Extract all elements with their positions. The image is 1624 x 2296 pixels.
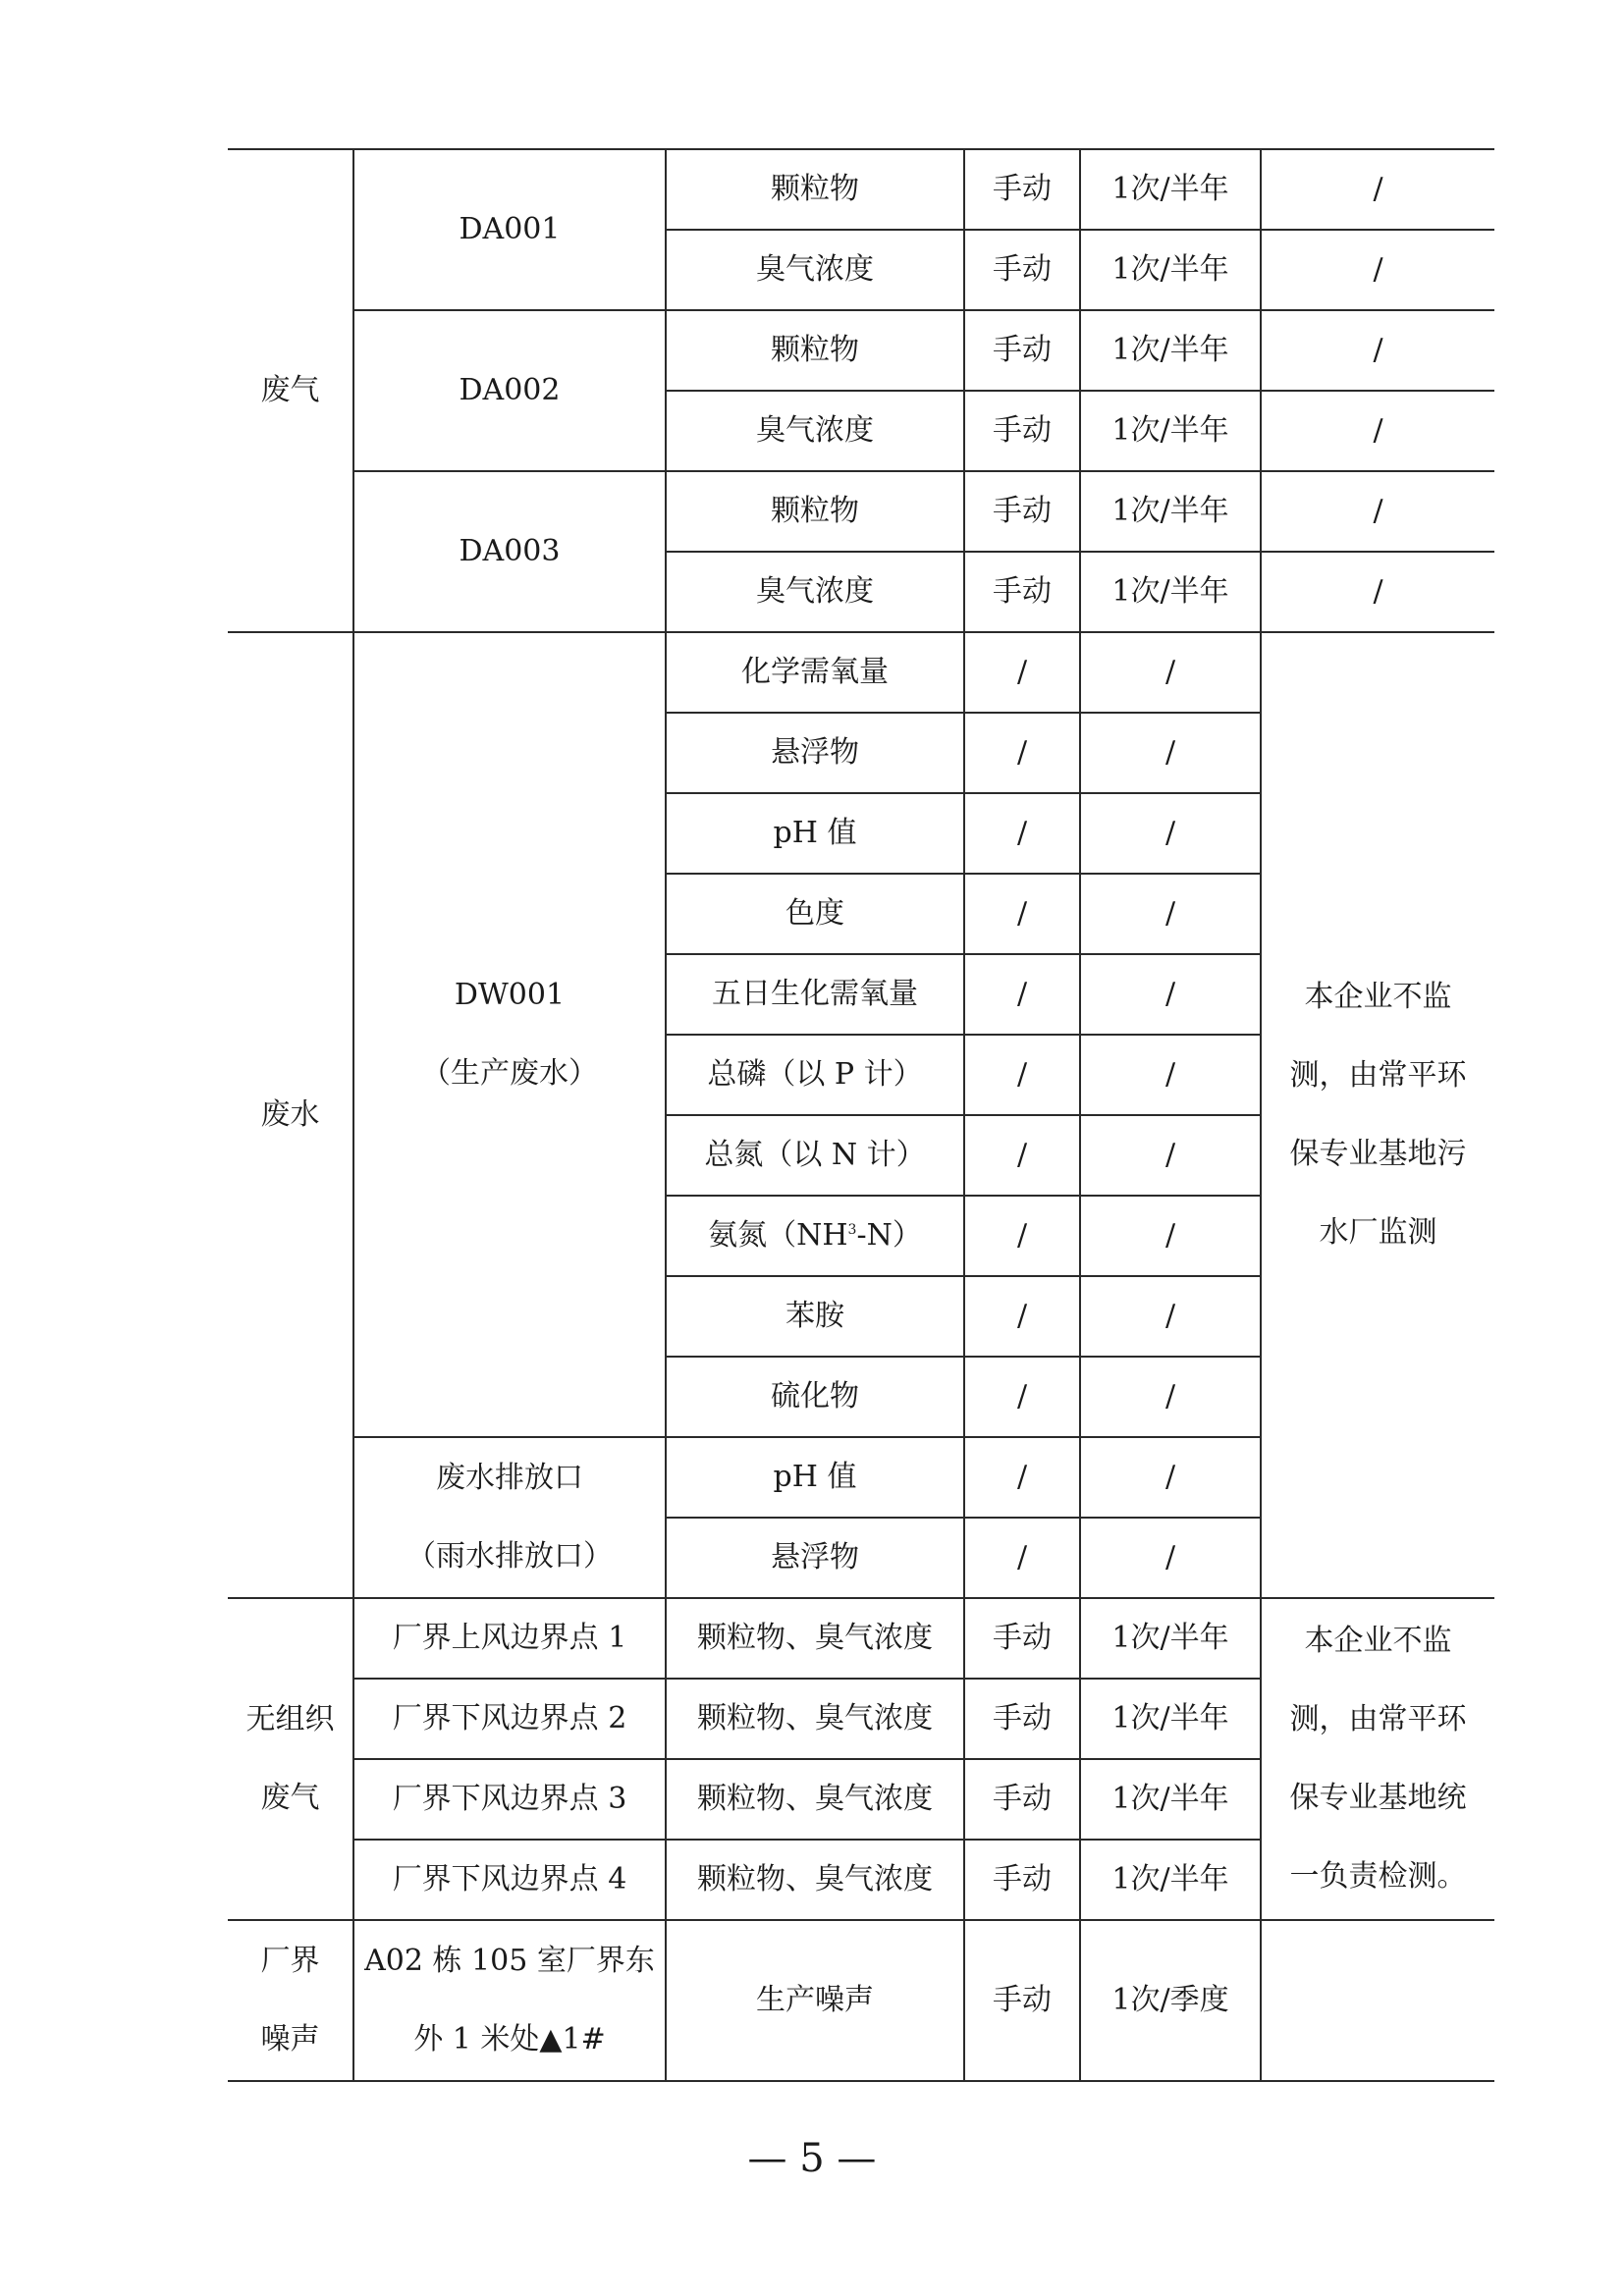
outlet-name: DA001 bbox=[353, 149, 666, 310]
pollutant-item: 臭气浓度 bbox=[666, 230, 964, 310]
outlet-name: DA003 bbox=[353, 471, 666, 632]
pollutant-item: 颗粒物、臭气浓度 bbox=[666, 1759, 964, 1840]
monitoring-mode: / bbox=[964, 1035, 1080, 1115]
monitoring-point: 厂界上风边界点 1 bbox=[353, 1598, 666, 1679]
outlet-dw001-code: DW001 bbox=[454, 978, 566, 1012]
pollutant-item-sup: 3 bbox=[847, 1222, 857, 1238]
pollutant-item: 生产噪声 bbox=[666, 1920, 964, 2081]
note-cell: / bbox=[1261, 471, 1494, 552]
pollutant-item: 颗粒物、臭气浓度 bbox=[666, 1598, 964, 1679]
monitoring-frequency: 1次/半年 bbox=[1080, 310, 1261, 391]
monitoring-mode: / bbox=[964, 1276, 1080, 1357]
outlet-rainwater bbox=[353, 1437, 666, 1598]
monitoring-mode: 手动 bbox=[964, 149, 1080, 230]
monitoring-frequency: 1次/半年 bbox=[1080, 1840, 1261, 1920]
category-waste-water: 废水 bbox=[228, 632, 353, 1598]
outlet-dw001 bbox=[353, 632, 666, 1437]
monitoring-mode: 手动 bbox=[964, 1679, 1080, 1759]
pollutant-item: pH 值 bbox=[666, 793, 964, 874]
note-line: 保专业基地统 bbox=[1289, 1781, 1467, 1815]
pollutant-item: 苯胺 bbox=[666, 1276, 964, 1357]
monitoring-frequency: / bbox=[1080, 954, 1261, 1035]
monitoring-mode: / bbox=[964, 1196, 1080, 1276]
monitoring-point bbox=[353, 1920, 666, 2081]
outlet-dw001-desc: （生产废水） bbox=[421, 1056, 598, 1091]
note-line: 水厂监测 bbox=[1319, 1215, 1437, 1250]
pollutant-item-suffix: -N） bbox=[856, 1218, 922, 1253]
pollutant-item: 颗粒物、臭气浓度 bbox=[666, 1679, 964, 1759]
monitoring-mode: / bbox=[964, 632, 1080, 713]
pollutant-item: 颗粒物 bbox=[666, 310, 964, 391]
pollutant-item bbox=[666, 1196, 964, 1276]
pollutant-item: 化学需氧量 bbox=[666, 632, 964, 713]
monitoring-mode: 手动 bbox=[964, 1759, 1080, 1840]
category-line: 噪声 bbox=[260, 2022, 320, 2056]
pollutant-item: 悬浮物 bbox=[666, 1518, 964, 1598]
monitoring-mode: 手动 bbox=[964, 391, 1080, 471]
note-waste-water bbox=[1261, 632, 1494, 1598]
monitoring-frequency: 1次/半年 bbox=[1080, 230, 1261, 310]
monitoring-mode: / bbox=[964, 793, 1080, 874]
monitoring-frequency: / bbox=[1080, 1518, 1261, 1598]
note-line: 测，由常平环 bbox=[1289, 1702, 1467, 1736]
monitoring-mode: 手动 bbox=[964, 552, 1080, 632]
pollutant-item: 总氮（以 N 计） bbox=[666, 1115, 964, 1196]
pollutant-item: 臭气浓度 bbox=[666, 391, 964, 471]
monitoring-mode: / bbox=[964, 874, 1080, 954]
monitoring-frequency: 1次/季度 bbox=[1080, 1920, 1261, 2081]
monitoring-mode: / bbox=[964, 1518, 1080, 1598]
note-fugitive-gas bbox=[1261, 1598, 1494, 1920]
monitoring-point: 厂界下风边界点 3 bbox=[353, 1759, 666, 1840]
pollutant-item: 颗粒物、臭气浓度 bbox=[666, 1840, 964, 1920]
monitoring-frequency: / bbox=[1080, 1035, 1261, 1115]
category-line: 废气 bbox=[260, 1781, 320, 1815]
monitoring-frequency: 1次/半年 bbox=[1080, 1759, 1261, 1840]
category-line: 无组织 bbox=[245, 1702, 335, 1736]
category-line: 厂界 bbox=[260, 1944, 320, 1978]
monitoring-frequency: 1次/半年 bbox=[1080, 552, 1261, 632]
outlet-rainwater-desc: （雨水排放口） bbox=[406, 1539, 613, 1574]
page-number: — 5 — bbox=[747, 2136, 877, 2181]
note-cell bbox=[1261, 1920, 1494, 2081]
monitoring-mode: 手动 bbox=[964, 1598, 1080, 1679]
monitoring-frequency: / bbox=[1080, 793, 1261, 874]
monitoring-mode: / bbox=[964, 1437, 1080, 1518]
category-boundary-noise bbox=[228, 1920, 353, 2081]
monitoring-frequency: / bbox=[1080, 1437, 1261, 1518]
note-line: 本企业不监 bbox=[1304, 980, 1452, 1014]
monitoring-mode: 手动 bbox=[964, 471, 1080, 552]
note-cell: / bbox=[1261, 149, 1494, 230]
pollutant-item: 臭气浓度 bbox=[666, 552, 964, 632]
monitoring-mode: 手动 bbox=[964, 1920, 1080, 2081]
monitoring-mode: / bbox=[964, 713, 1080, 793]
note-cell: / bbox=[1261, 230, 1494, 310]
monitoring-mode: / bbox=[964, 1357, 1080, 1437]
category-fugitive-gas bbox=[228, 1598, 353, 1920]
note-cell: / bbox=[1261, 310, 1494, 391]
note-cell: / bbox=[1261, 391, 1494, 471]
note-line: 本企业不监 bbox=[1304, 1624, 1452, 1658]
pollutant-item: 悬浮物 bbox=[666, 713, 964, 793]
monitoring-frequency: 1次/半年 bbox=[1080, 391, 1261, 471]
pollutant-item: 总磷（以 P 计） bbox=[666, 1035, 964, 1115]
note-line: 保专业基地污 bbox=[1289, 1137, 1467, 1171]
monitoring-point-line: 外 1 米处▲1# bbox=[413, 2022, 606, 2056]
monitoring-table bbox=[228, 148, 1494, 2082]
monitoring-frequency: / bbox=[1080, 1196, 1261, 1276]
note-line: 测，由常平环 bbox=[1289, 1058, 1467, 1093]
monitoring-mode: 手动 bbox=[964, 310, 1080, 391]
pollutant-item: 颗粒物 bbox=[666, 149, 964, 230]
pollutant-item: 色度 bbox=[666, 874, 964, 954]
monitoring-frequency: / bbox=[1080, 1357, 1261, 1437]
outlet-name: DA002 bbox=[353, 310, 666, 471]
pollutant-item: 硫化物 bbox=[666, 1357, 964, 1437]
monitoring-frequency: 1次/半年 bbox=[1080, 1598, 1261, 1679]
monitoring-frequency: / bbox=[1080, 1276, 1261, 1357]
monitoring-mode: / bbox=[964, 1115, 1080, 1196]
monitoring-frequency: / bbox=[1080, 632, 1261, 713]
pollutant-item-prefix: 氨氮（NH bbox=[708, 1218, 848, 1253]
monitoring-frequency: 1次/半年 bbox=[1080, 1679, 1261, 1759]
monitoring-frequency: 1次/半年 bbox=[1080, 471, 1261, 552]
monitoring-frequency: / bbox=[1080, 874, 1261, 954]
category-waste-gas: 废气 bbox=[228, 149, 353, 632]
monitoring-point: 厂界下风边界点 2 bbox=[353, 1679, 666, 1759]
monitoring-mode: 手动 bbox=[964, 1840, 1080, 1920]
monitoring-frequency: / bbox=[1080, 713, 1261, 793]
monitoring-frequency: 1次/半年 bbox=[1080, 149, 1261, 230]
monitoring-mode: 手动 bbox=[964, 230, 1080, 310]
outlet-rainwater-name: 废水排放口 bbox=[436, 1461, 583, 1495]
note-cell: / bbox=[1261, 552, 1494, 632]
monitoring-point: 厂界下风边界点 4 bbox=[353, 1840, 666, 1920]
monitoring-point-line: A02 栋 105 室厂界东 bbox=[364, 1944, 655, 1978]
pollutant-item: 颗粒物 bbox=[666, 471, 964, 552]
pollutant-item: pH 值 bbox=[666, 1437, 964, 1518]
pollutant-item: 五日生化需氧量 bbox=[666, 954, 964, 1035]
monitoring-mode: / bbox=[964, 954, 1080, 1035]
monitoring-frequency: / bbox=[1080, 1115, 1261, 1196]
note-line: 一负责检测。 bbox=[1289, 1859, 1467, 1894]
